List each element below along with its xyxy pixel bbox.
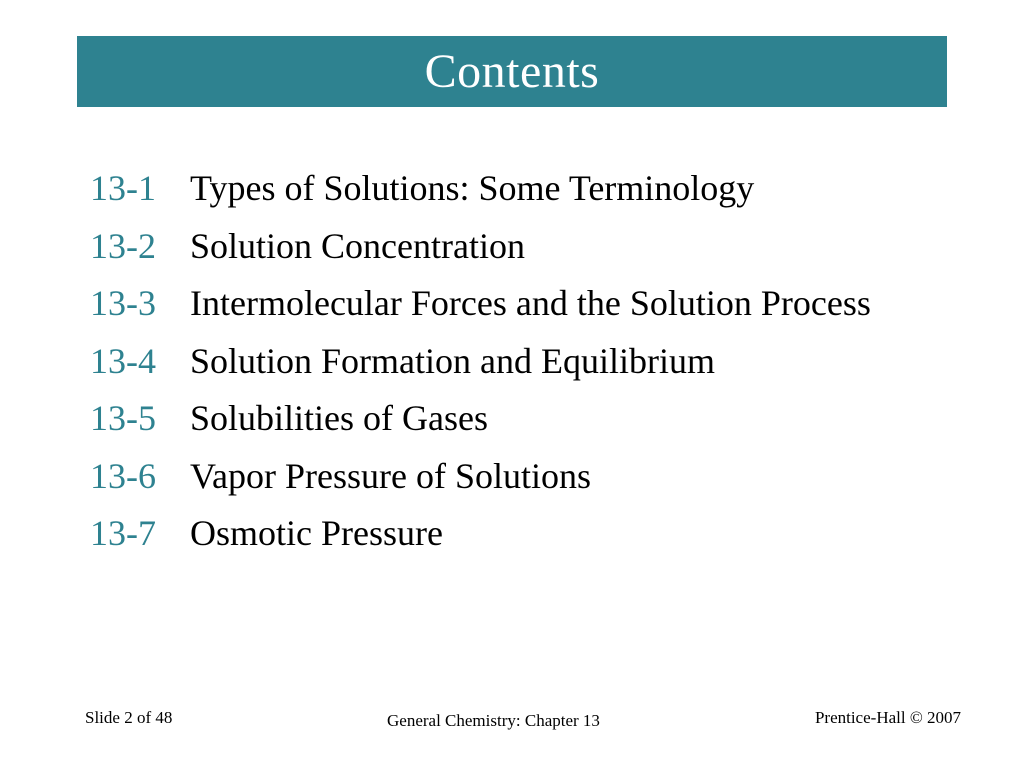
contents-item [90, 333, 990, 391]
item-title: Vapor Pressure of Solutions [190, 455, 591, 496]
item-title: Osmotic Pressure [190, 513, 443, 553]
item-number: 13-2 [90, 225, 156, 266]
item-title: Solution Concentration [190, 225, 525, 266]
item-title: Types of Solutions: Some Terminology [190, 168, 755, 208]
contents-list [90, 160, 990, 563]
item-number: 13-5 [90, 398, 156, 438]
item-title: Solution Formation and Equilibrium [190, 340, 715, 381]
contents-item [90, 218, 990, 276]
contents-item [90, 275, 990, 333]
item-number: 13-4 [90, 340, 156, 381]
item-number: 13-6 [90, 455, 156, 496]
item-title: Solubilities of Gases [190, 398, 488, 438]
title-bar [77, 36, 947, 107]
contents-item [90, 390, 990, 448]
contents-item [90, 160, 990, 218]
item-number: 13-7 [90, 513, 156, 553]
item-number: 13-1 [90, 168, 156, 208]
item-title: Intermolecular Forces and the Solution Process [190, 283, 871, 323]
item-number: 13-3 [90, 283, 156, 323]
contents-item [90, 448, 990, 506]
slide-title: Contents [424, 44, 600, 98]
copyright-notice: Prentice-Hall © 2007 [814, 708, 961, 727]
course-title: General Chemistry: Chapter 13 [387, 711, 600, 730]
slide-number: Slide 2 of 48 [85, 708, 173, 727]
contents-item [90, 505, 990, 563]
